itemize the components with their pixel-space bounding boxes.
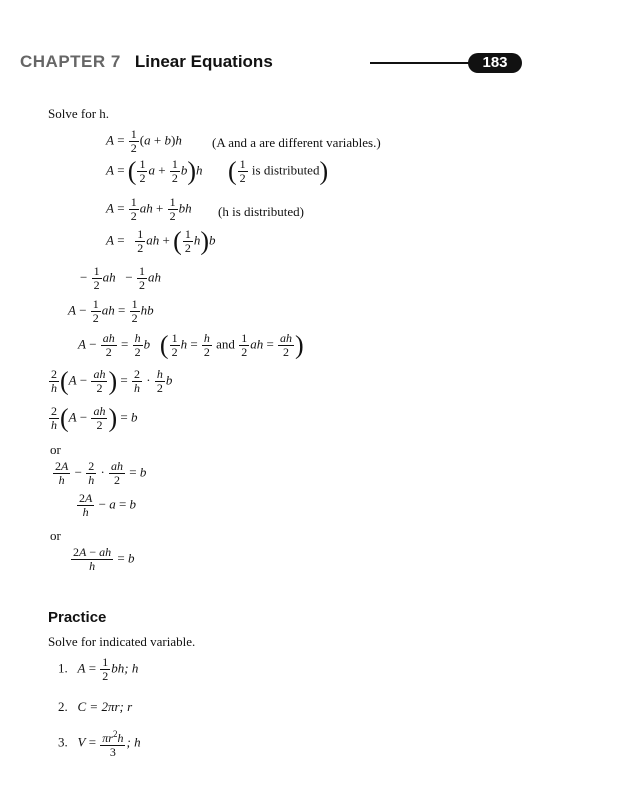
note-2-text: is distributed	[251, 162, 320, 178]
eq-line-12: $\frac{2A - ah}{h}$ = b	[73, 545, 135, 573]
eq-line-3: A = $\frac{1}{2}$ ah + $\frac{1}{2}$ bh	[106, 195, 192, 223]
eq-line-10: $\frac{2A}{h}$ − $\frac{2}{h}$ · $\frac{ah}{2}$ = b	[55, 459, 147, 487]
eq-line-2: A = ( $\frac{1}{2}$ a + $\frac{1}{2}$ b)h	[106, 156, 203, 186]
chapter-header	[20, 52, 273, 72]
practice-item-1: 1. A = $\frac{1}{2}$ bh; h	[58, 655, 139, 683]
or-1: or	[50, 442, 61, 457]
item-2-expr: C = 2πr; r	[77, 699, 133, 714]
note-1: (A and a are different variables.)	[212, 135, 381, 150]
eq-line-8: $\frac{2}{h}$ (A − $\frac{ah}{2}$ ) = $\frac{2}{h}$ · $\frac{h}{2}$ b	[51, 366, 173, 396]
eq-line-11: $\frac{2A}{h}$ − a = b	[79, 491, 137, 519]
intro-label: Solve for h.	[48, 106, 110, 121]
eq-line-5: − $\frac{1}{2}$ ah − $\frac{1}{2}$ ah	[80, 264, 161, 292]
item-3-num: 3.	[58, 734, 68, 750]
practice-item-3: 3. V = $\frac{\pi r^2h}{3}$ ; h	[58, 729, 141, 759]
chapter-title: Linear Equations	[134, 52, 273, 71]
item-1-var: ; h	[124, 660, 139, 676]
eq-line-6: A − $\frac{1}{2}$ ah = $\frac{1}{2}$ hb	[68, 297, 154, 325]
eq-line-4: A = $\frac{1}{2}$ ah + ( $\frac{1}{2}$ h)b	[106, 226, 216, 256]
page-number: 183	[468, 53, 522, 73]
note-and: and	[216, 336, 235, 352]
header-rule	[370, 62, 480, 64]
practice-item-2	[58, 700, 132, 713]
note-2: ( $\frac{1}{2}$ is distributed)	[228, 156, 329, 186]
chapter-label: CHAPTER 7	[20, 52, 121, 71]
item-3-var: ; h	[126, 734, 141, 750]
note-3: (h is distributed)	[218, 204, 304, 219]
intro-text	[48, 106, 109, 122]
or-2: or	[50, 528, 61, 543]
eq-line-7: A − $\frac{ah}{2}$ = $\frac{h}{2}$ b ( $\frac{1}{2}$ h = $\frac{h}{2}$ and $\frac{1}{2}$ ah = $\frac{ah}{2}$ )	[78, 330, 304, 360]
practice-instruction: Solve for indicated variable.	[48, 634, 196, 649]
item-2-num: 2.	[58, 699, 68, 714]
practice-heading: Practice	[48, 609, 107, 626]
eq-line-9: $\frac{2}{h}$ (A − $\frac{ah}{2}$ ) = b	[51, 403, 138, 433]
item-1-num: 1.	[58, 660, 68, 676]
eq-line-1: A = $\frac{1}{2}$ (a + b)h	[106, 127, 182, 155]
